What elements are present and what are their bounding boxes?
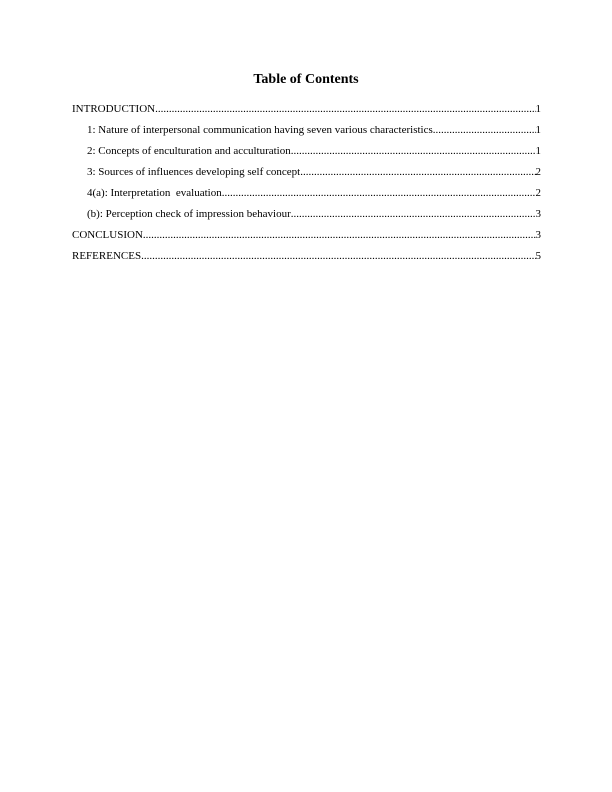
- toc-page-number: 3: [535, 229, 541, 241]
- toc-page-number: 3: [535, 208, 541, 220]
- toc-dot-leader: [433, 123, 536, 137]
- toc-page-number: 1: [535, 103, 541, 115]
- toc-entry-label: REFERENCES: [72, 250, 142, 262]
- toc-entry-conclusion[interactable]: [72, 228, 541, 249]
- toc-entry-label: CONCLUSION: [72, 229, 143, 241]
- toc-entry-section-3[interactable]: [72, 165, 541, 186]
- toc-title: Table of Contents: [253, 72, 359, 87]
- toc-dot-leader: [222, 186, 536, 200]
- toc-page-number: 2: [535, 187, 541, 199]
- toc-dot-leader: [141, 249, 535, 263]
- toc-entry-introduction[interactable]: [72, 102, 541, 123]
- toc-entry-label: (b): Perception check of impression behaviour: [87, 208, 291, 220]
- toc-dot-leader: [291, 207, 536, 221]
- toc-entry-section-2[interactable]: [72, 144, 541, 165]
- toc-entry-label: 3: Sources of influences developing self concept: [87, 166, 301, 178]
- toc-page-number: 5: [535, 250, 541, 262]
- toc-page-number: 1: [535, 124, 541, 136]
- toc-entry-label: 4(a): Interpretation evaluation: [87, 187, 222, 199]
- toc-entry-references[interactable]: [72, 249, 541, 270]
- toc-dot-leader: [143, 228, 536, 242]
- toc-dot-leader: [291, 144, 536, 158]
- table-of-contents: [72, 102, 541, 270]
- toc-entry-label: 2: Concepts of enculturation and acculturation: [87, 145, 291, 157]
- toc-entry-label: INTRODUCTION: [72, 103, 156, 115]
- toc-dot-leader: [155, 102, 535, 116]
- toc-entry-section-4a[interactable]: [72, 186, 541, 207]
- toc-entry-section-1[interactable]: [72, 123, 541, 144]
- toc-page-number: 1: [535, 145, 541, 157]
- toc-entry-label: 1: Nature of interpersonal communication having seven various characteristics: [87, 124, 433, 136]
- toc-entry-section-4b[interactable]: [72, 207, 541, 228]
- toc-page-number: 2: [535, 166, 541, 178]
- toc-dot-leader: [300, 165, 535, 179]
